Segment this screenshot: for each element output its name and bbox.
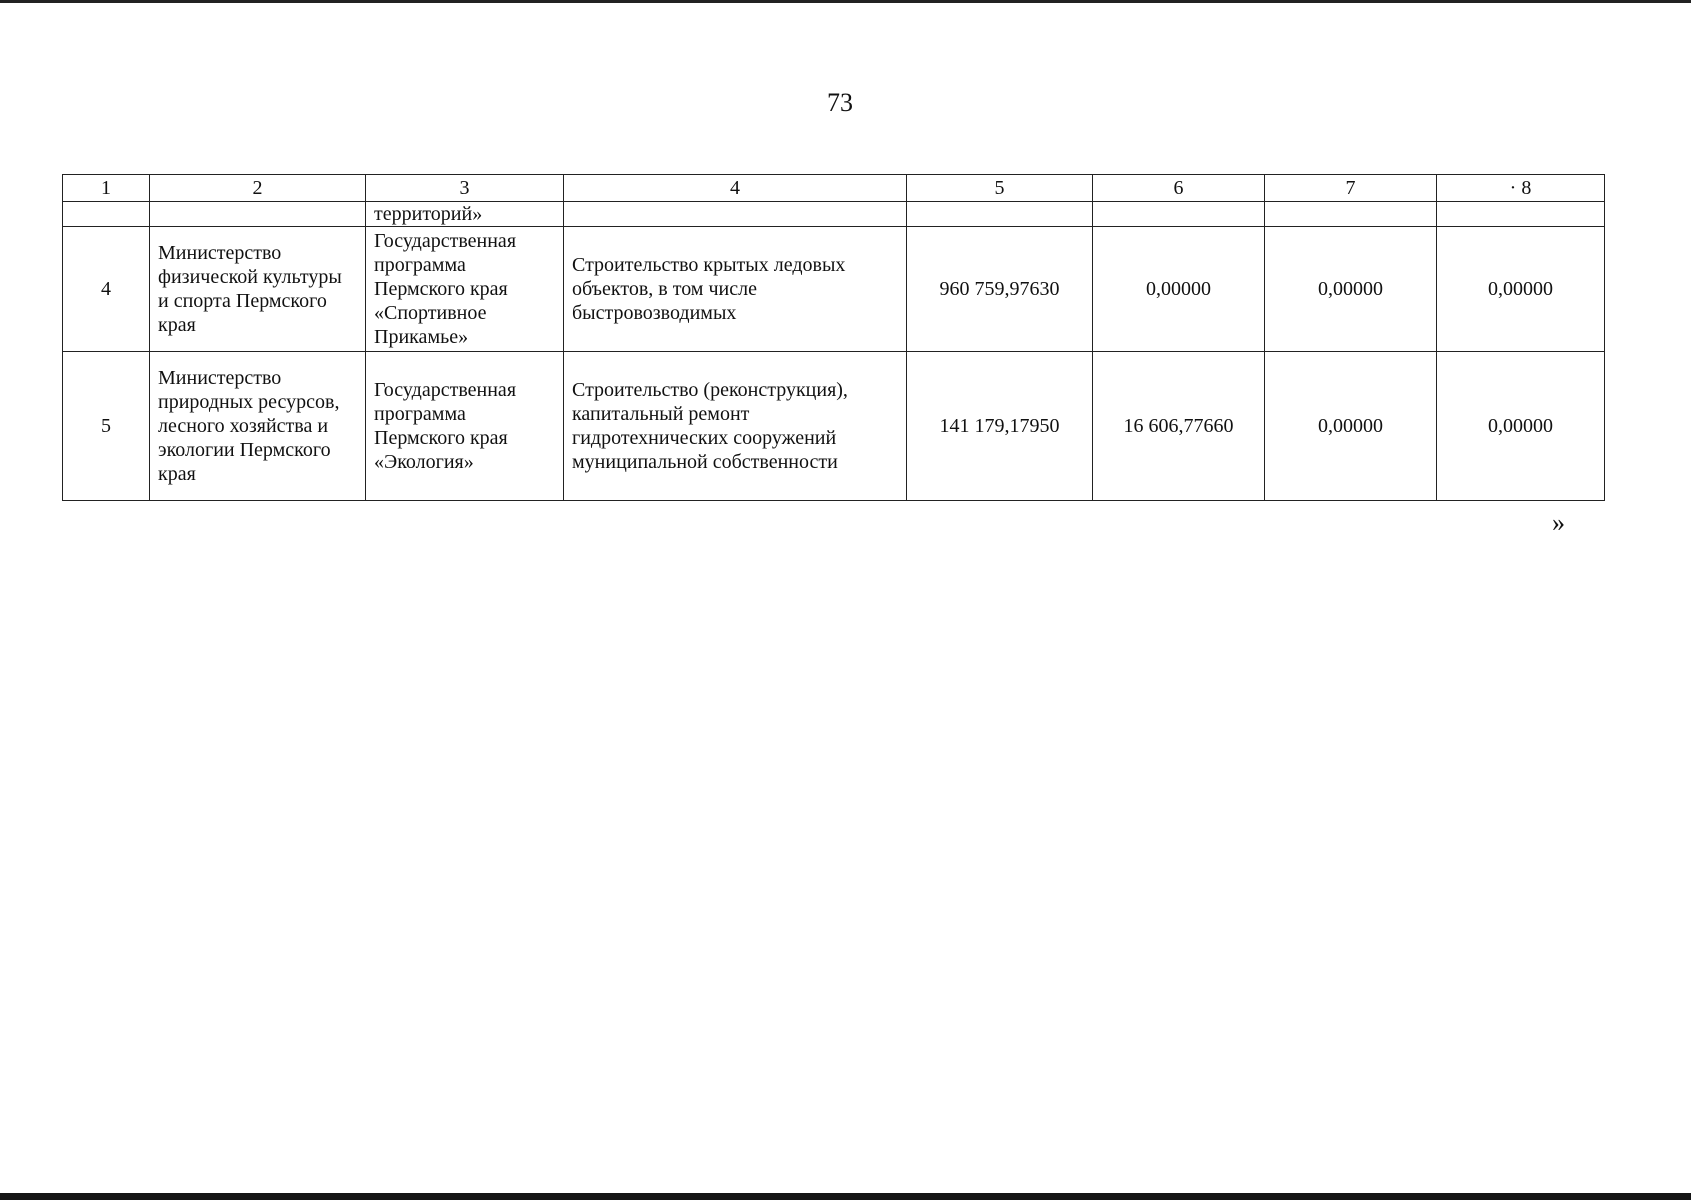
row-number: 4 [63,227,150,352]
table-cell [1265,202,1437,227]
table-cell [150,202,366,227]
ministry-cell: Министерство природных ресурсов, лесного хозяйства и экологии Пермского края [150,352,366,501]
scan-edge-top [0,0,1691,3]
program-cell: Государственная программа Пермского края «Экология» [366,352,564,501]
object-cell: Строительство (реконструкция), капитальный ремонт гидротехнических сооружений муниципальной собственности [564,352,907,501]
column-header: 1 [63,175,150,202]
amount-col8: 0,00000 [1437,227,1605,352]
object-cell: Строительство крытых ледовых объектов, в том числе быстровозводимых [564,227,907,352]
program-cell: Государственная программа Пермского края «Спортивное Прикамье» [366,227,564,352]
amount-col5: 960 759,97630 [907,227,1093,352]
table-cell: территорий» [366,202,564,227]
budget-table [62,174,1605,501]
column-header: · 8 [1437,175,1605,202]
page-number: 73 [827,88,853,117]
column-header: 3 [366,175,564,202]
table-row [63,352,1605,501]
column-header: 7 [1265,175,1437,202]
scan-edge-bottom [0,1193,1691,1200]
amount-col5: 141 179,17950 [907,352,1093,501]
amount-col6: 16 606,77660 [1093,352,1265,501]
table-cell [564,202,907,227]
table-cell [907,202,1093,227]
closing-quote-mark: » [1552,508,1565,537]
table-row [63,227,1605,352]
row-number: 5 [63,352,150,501]
table-cell [1437,202,1605,227]
table-cell [1093,202,1265,227]
column-header: 2 [150,175,366,202]
column-header: 6 [1093,175,1265,202]
ministry-cell: Министерство физической культуры и спорта Пермского края [150,227,366,352]
amount-col7: 0,00000 [1265,227,1437,352]
table-cell [63,202,150,227]
column-number-row [63,175,1605,202]
column-header: 5 [907,175,1093,202]
column-header: 4 [564,175,907,202]
continuation-row [63,202,1605,227]
amount-col7: 0,00000 [1265,352,1437,501]
amount-col6: 0,00000 [1093,227,1265,352]
amount-col8: 0,00000 [1437,352,1605,501]
